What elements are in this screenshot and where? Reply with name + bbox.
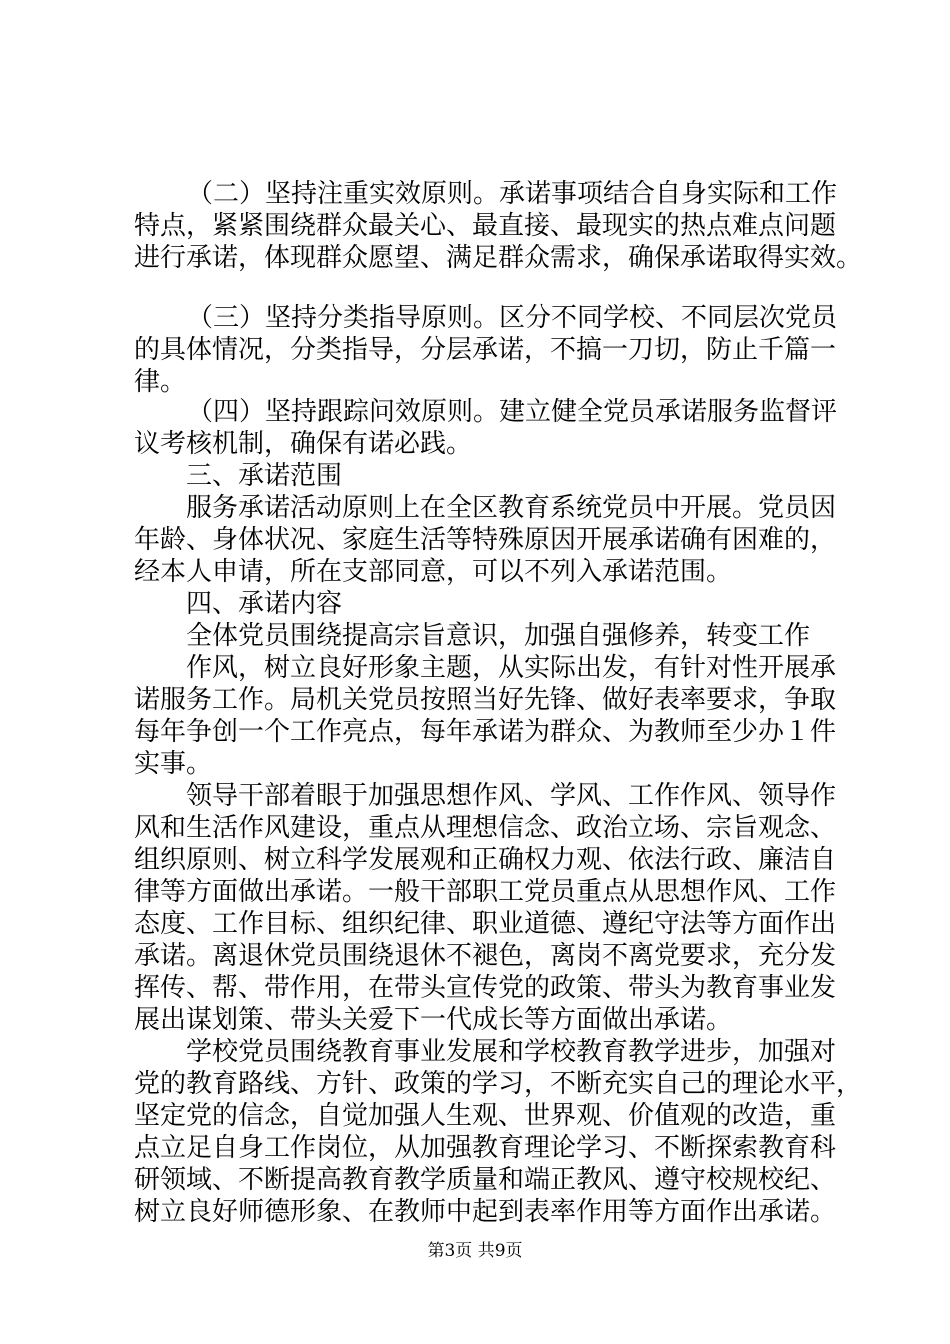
text-line: 实事。 [134, 749, 213, 779]
text-line: 树立良好师德形象、在教师中起到表率作用等方面作出承诺。 [134, 1197, 837, 1227]
text-line: 作风，树立良好形象主题，从实际出发，有针对性开展承 [186, 653, 837, 683]
text-line: 承诺。离退休党员围绕退休不褪色，离岗不离党要求，充分发 [134, 941, 837, 971]
text-line: 态度、工作目标、组织纪律、职业道德、遵纪守法等方面作出 [134, 909, 837, 939]
section-heading: 三、承诺范围 [186, 461, 343, 491]
text-line: 特点，紧紧围绕群众最关心、最直接、最现实的热点难点问题 [134, 211, 837, 241]
text-line: 的具体情况，分类指导，分层承诺，不搞一刀切，防止千篇一 [134, 335, 837, 365]
text-line: 坚定党的信念，自觉加强人生观、世界观、价值观的改造，重 [134, 1101, 837, 1131]
section-heading: 四、承诺内容 [186, 589, 343, 619]
text-line: （四）坚持跟踪问效原则。建立健全党员承诺服务监督评 [187, 397, 838, 427]
text-line: 经本人申请，所在支部同意，可以不列入承诺范围。 [134, 557, 733, 587]
text-line: 律等方面做出承诺。一般干部职工党员重点从思想作风、工作 [134, 877, 837, 907]
text-line: 诺服务工作。局机关党员按照当好先锋、做好表率要求，争取 [134, 685, 837, 715]
text-line: （三）坚持分类指导原则。区分不同学校、不同层次党员 [187, 303, 838, 333]
text-line: 学校党员围绕教育事业发展和学校教育教学进步，加强对 [186, 1037, 837, 1067]
text-line: 议考核机制，确保有诺必践。 [134, 429, 473, 459]
text-line: 组织原则、树立科学发展观和正确权力观、依法行政、廉洁自 [134, 845, 837, 875]
text-line: 年龄、身体状况、家庭生活等特殊原因开展承诺确有困难的， [134, 525, 837, 555]
page-number: 第3页 共9页 [427, 1241, 523, 1261]
text-line: 全体党员围绕提高宗旨意识，加强自强修养，转变工作 [186, 621, 811, 651]
text-line: 展出谋划策、带头关爱下一代成长等方面做出承诺。 [134, 1005, 733, 1035]
text-line: 挥传、帮、带作用，在带头宣传党的政策、带头为教育事业发 [134, 973, 837, 1003]
text-line: 律。 [134, 367, 187, 397]
text-line: 每年争创一个工作亮点，每年承诺为群众、为教师至少办１件 [134, 717, 837, 747]
text-line: 进行承诺，体现群众愿望、满足群众需求，确保承诺取得实效。 [134, 243, 863, 273]
text-line: 风和生活作风建设，重点从理想信念、政治立场、宗旨观念、 [134, 813, 837, 843]
text-line: 点立足自身工作岗位，从加强教育理论学习、不断探索教育科 [134, 1133, 837, 1163]
text-line: 服务承诺活动原则上在全区教育系统党员中开展。党员因 [186, 493, 837, 523]
text-line: 领导干部着眼于加强思想作风、学风、工作作风、领导作 [186, 781, 837, 811]
text-line: （二）坚持注重实效原则。承诺事项结合自身实际和工作 [187, 179, 838, 209]
text-line: 党的教育路线、方针、政策的学习，不断充实自己的理论水平， [134, 1069, 863, 1099]
text-line: 研领域、不断提高教育教学质量和端正教风、遵守校规校纪、 [134, 1165, 837, 1195]
